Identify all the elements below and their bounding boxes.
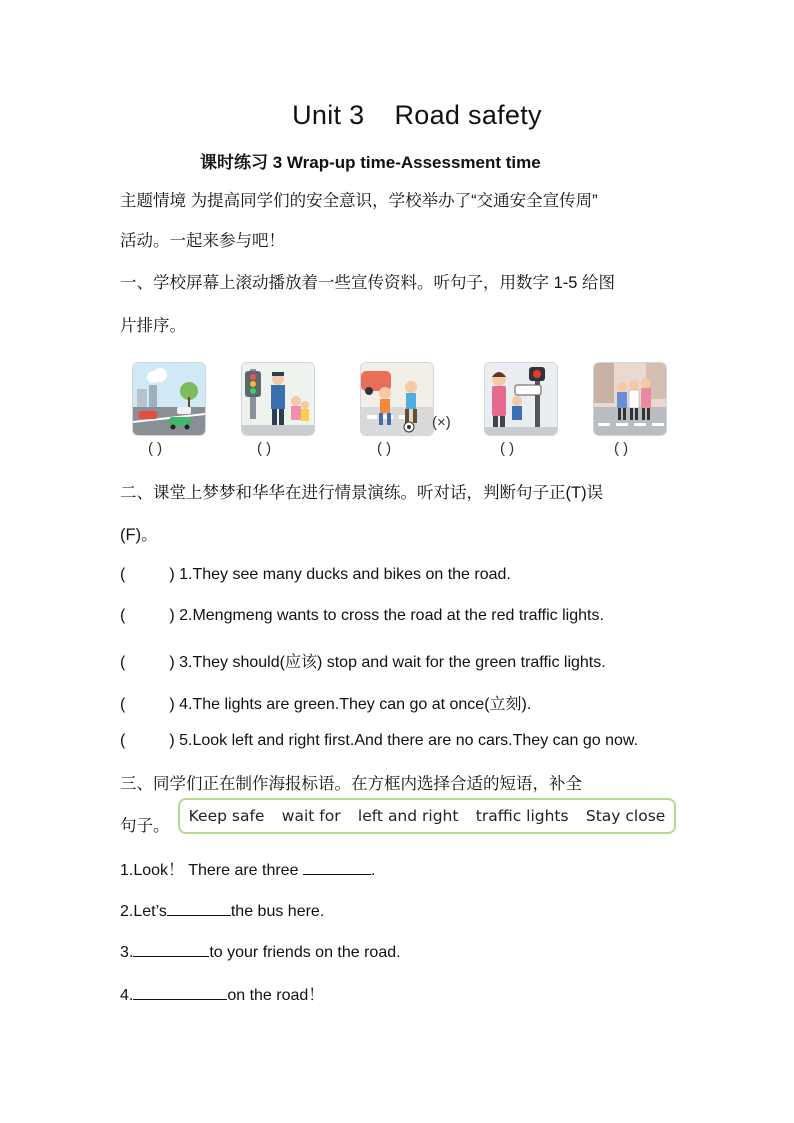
tf-question-3[interactable]: [120, 649, 606, 672]
tf-question-1[interactable]: [120, 566, 511, 584]
tf-paren-open: (: [120, 696, 126, 713]
fill-sentence-before: 1.Look！ There are three: [120, 862, 303, 879]
answer-blank[interactable]: [167, 899, 231, 916]
part2-instruction-2: (F)。: [120, 526, 158, 544]
word-option-keep-safe[interactable]: Keep safe: [188, 807, 265, 825]
word-option-traffic-lights[interactable]: traffic lights: [475, 807, 569, 825]
fill-sentence-after: on the road！: [227, 987, 325, 1004]
tf-paren-close: ): [169, 732, 175, 749]
word-option-stay-close[interactable]: Stay close: [585, 807, 666, 825]
tf-question-text: 5.Look left and right first.And there are no cars.They can go now.: [179, 732, 639, 749]
fill-sentence-after: to your friends on the road.: [209, 944, 401, 961]
answer-blank[interactable]: [133, 940, 209, 957]
tf-paren-close: ): [169, 607, 175, 624]
tf-paren-open: (: [120, 654, 126, 671]
fill-sentence-1: [120, 857, 375, 880]
children-running-road-picture: [360, 362, 434, 436]
picture-3-cross-mark: (×): [432, 414, 451, 431]
lesson-subtitle: 课时练习 3 Wrap-up time-Assessment time: [200, 153, 541, 172]
tf-paren-open: (: [120, 566, 126, 583]
fill-sentence-before: 2.Let’s: [120, 903, 167, 920]
tf-question-text: 4.The lights are green.They can go at once(立刻).: [179, 696, 532, 713]
tf-paren-open: (: [120, 732, 126, 749]
word-option-wait-for[interactable]: wait for: [281, 807, 341, 825]
unit-topic: Road safety: [394, 100, 542, 130]
fill-sentence-4: [120, 982, 324, 1005]
tf-paren-close: ): [169, 566, 175, 583]
part2-instruction-1: 二、课堂上梦梦和华华在进行情景演练。听对话，判断句子正(T)误: [120, 484, 604, 502]
tf-question-text: 1.They see many ducks and bikes on the road.: [179, 566, 511, 583]
tf-paren-close: ): [169, 654, 175, 671]
part3-instruction-2: 句子。: [120, 817, 170, 835]
word-box: [178, 798, 676, 834]
tf-question-text: 3.They should(应该) stop and wait for the green traffic lights.: [179, 654, 606, 671]
part3-instruction-1: 三、同学们正在制作海报标语。在方框内选择合适的短语，补全: [120, 775, 582, 793]
answer-blank[interactable]: [303, 858, 371, 875]
picture-5-answer[interactable]: ( ): [614, 440, 629, 457]
tf-paren-open: (: [120, 607, 126, 624]
part1-instruction-1: 一、学校屏幕上滚动播放着一些宣传资料。听句子，用数字 1-5 给图: [120, 274, 616, 292]
picture-3-answer[interactable]: ( ): [377, 440, 392, 457]
word-option-left-and-right[interactable]: left and right: [357, 807, 459, 825]
unit-label: Unit 3: [292, 100, 365, 130]
crossing-street-picture: [593, 362, 667, 436]
picture-1-answer[interactable]: ( ): [148, 440, 163, 457]
part1-instruction-2: 片排序。: [120, 317, 186, 335]
fill-sentence-2: [120, 899, 324, 921]
fill-sentence-3: [120, 940, 401, 962]
picture-4-answer[interactable]: ( ): [500, 440, 515, 457]
picture-2-answer[interactable]: ( ): [257, 440, 272, 457]
page-title: [0, 100, 794, 131]
intro-line-1: 主题情境 为提高同学们的安全意识，学校举办了“交通安全宣传周”: [120, 192, 598, 210]
traffic-police-children-picture: [241, 362, 315, 436]
road-cars-picture: [132, 362, 206, 436]
fill-sentence-before: 3.: [120, 944, 134, 961]
intro-line-2: 活动。一起来参与吧！: [120, 232, 285, 250]
fill-sentence-after: the bus here.: [230, 903, 325, 920]
tf-paren-close: ): [169, 696, 175, 713]
tf-question-2[interactable]: [120, 607, 604, 625]
tf-question-text: 2.Mengmeng wants to cross the road at the red traffic lights.: [179, 607, 604, 624]
tf-question-4[interactable]: [120, 691, 531, 714]
tf-question-5[interactable]: [120, 732, 638, 750]
fill-sentence-before: 4.: [120, 987, 134, 1004]
answer-blank[interactable]: [133, 983, 227, 1000]
waiting-red-light-picture: [484, 362, 558, 436]
fill-sentence-after: .: [370, 862, 376, 879]
